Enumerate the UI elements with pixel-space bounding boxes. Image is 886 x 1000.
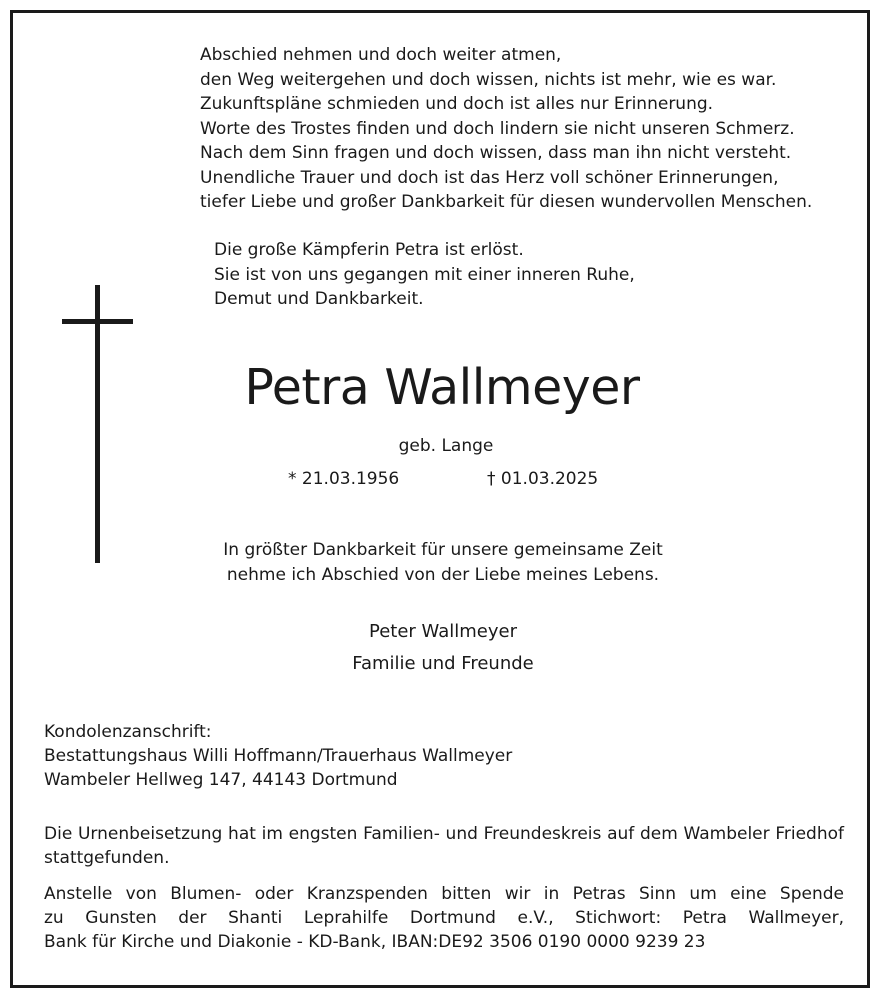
maiden-name: geb. Lange xyxy=(398,436,494,456)
death-date: † 01.03.2025 xyxy=(487,469,599,489)
poem-line: Abschied nehmen und doch weiter atmen, xyxy=(200,45,562,65)
donation-line: Anstelle von Blumen- oder Kranzspenden bitten wir in Petras Sinn um eine Spende xyxy=(44,884,844,904)
poem-line: Zukunftspläne schmieden und doch ist alles nur Erinnerung. xyxy=(200,94,714,114)
cross-vertical-bar xyxy=(95,285,100,563)
poem-line: tiefer Liebe und großer Dankbarkeit für diesen wundervollen Menschen. xyxy=(200,192,813,212)
signer: Familie und Freunde xyxy=(352,653,534,674)
tribute xyxy=(214,238,814,312)
urn-notice: Die Urnenbeisetzung hat im engsten Familien- und Freundeskreis auf dem Wambeler Friedhof stattgefunden. xyxy=(44,824,844,868)
thanks-line: nehme ich Abschied von der Liebe meines Lebens. xyxy=(226,565,660,585)
donation-notice xyxy=(44,882,844,954)
thanks-line: In größter Dankbarkeit für unsere gemeinsame Zeit xyxy=(223,540,663,560)
poem-line: Nach dem Sinn fragen und doch wissen, dass man ihn nicht versteht. xyxy=(200,143,792,163)
cross-horizontal-bar xyxy=(62,319,133,324)
donation-line: Bank für Kirche und Diakonie - KD-Bank, IBAN:DE92 3506 0190 0000 9239 23 xyxy=(44,932,706,952)
signer: Peter Wallmeyer xyxy=(369,621,517,642)
poem-line: Unendliche Trauer und doch ist das Herz voll schöner Erinnerungen, xyxy=(200,167,779,188)
tribute-line: Sie ist von uns gegangen mit einer inneren Ruhe, xyxy=(214,264,635,285)
condolence-label: Kondolenzanschrift: xyxy=(44,722,212,742)
tribute-line: Demut und Dankbarkeit. xyxy=(214,289,424,309)
birth-date: * 21.03.1956 xyxy=(288,469,400,489)
tribute-line: Die große Kämpferin Petra ist erlöst. xyxy=(214,240,524,260)
poem xyxy=(200,43,860,215)
thanks-text xyxy=(0,538,886,588)
poem-line: Worte des Trostes finden und doch lindern sie nicht unseren Schmerz. xyxy=(200,118,795,139)
condolence-line: Wambeler Hellweg 147, 44143 Dortmund xyxy=(44,770,398,790)
deceased-name: Petra Wallmeyer xyxy=(244,359,640,416)
signers xyxy=(0,616,886,680)
condolence-line: Bestattungshaus Willi Hoffmann/Trauerhaus Wallmeyer xyxy=(44,746,513,766)
condolence-address xyxy=(44,720,844,792)
donation-line: zu Gunsten der Shanti Leprahilfe Dortmund e.V., Stichwort: Petra Wallmeyer, xyxy=(44,908,844,928)
poem-line: den Weg weitergehen und doch wissen, nichts ist mehr, wie es war. xyxy=(200,69,777,90)
